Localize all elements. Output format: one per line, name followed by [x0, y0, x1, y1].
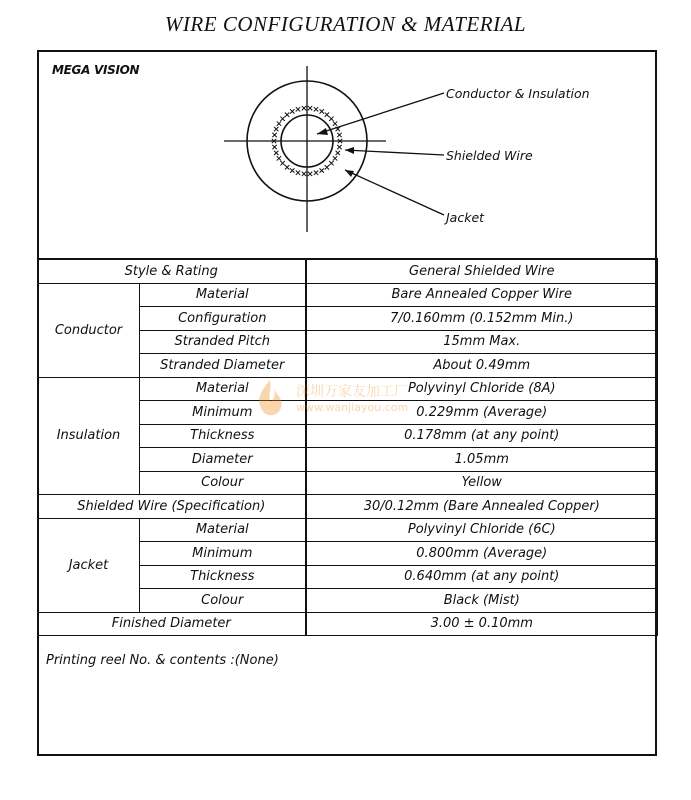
row-value: Polyvinyl Chloride (6C): [306, 518, 658, 542]
item-label: Material: [140, 518, 306, 542]
row-label: Shielded Wire (Specification): [38, 495, 306, 519]
row-label: Style & Rating: [38, 259, 306, 283]
arrowhead-shield: [345, 147, 354, 154]
watermark-company: 深圳万家友加工厂: [296, 384, 408, 400]
item-label: Colour: [140, 589, 306, 613]
table-row: [38, 377, 658, 401]
item-label: Stranded Pitch: [140, 330, 306, 354]
item-label: Diameter: [140, 448, 306, 472]
spec-table: [37, 258, 658, 636]
printing-reel-note: Printing reel No. & contents :(None): [46, 653, 279, 668]
table-row: [38, 259, 658, 283]
group-label-conductor: Conductor: [38, 283, 140, 377]
row-value: 1.05mm: [306, 448, 658, 472]
leader-jacket: [345, 170, 444, 215]
item-label: Material: [140, 283, 306, 307]
callout-conductor-insulation: Conductor & Insulation: [446, 86, 590, 101]
callout-jacket: Jacket: [446, 210, 485, 225]
item-label: Minimum: [140, 542, 306, 566]
item-label: Minimum: [140, 401, 306, 425]
row-value: General Shielded Wire: [306, 259, 658, 283]
item-label: Thickness: [140, 565, 306, 589]
arrowhead-jacket: [345, 170, 354, 177]
arrowhead-conductor: [317, 128, 328, 135]
row-value: Yellow: [306, 471, 658, 495]
row-value: Polyvinyl Chloride (8A): [306, 377, 658, 401]
brand-label: MEGA VISION: [52, 63, 140, 77]
table-row: [38, 495, 658, 519]
table-row: [38, 283, 658, 307]
group-label-insulation: Insulation: [38, 377, 140, 495]
row-value: 7/0.160mm (0.152mm Min.): [306, 307, 658, 331]
item-label: Stranded Diameter: [140, 354, 306, 378]
row-value: Bare Annealed Copper Wire: [306, 283, 658, 307]
item-label: Configuration: [140, 307, 306, 331]
group-label-jacket: Jacket: [38, 518, 140, 612]
item-label: Material: [140, 377, 306, 401]
row-value: Black (Mist): [306, 589, 658, 613]
row-value: 3.00 ± 0.10mm: [306, 612, 658, 636]
document-title: WIRE CONFIGURATION & MATERIAL: [164, 12, 527, 36]
row-value: 30/0.12mm (Bare Annealed Copper): [306, 495, 658, 519]
row-value: 0.178mm (at any point): [306, 424, 658, 448]
row-value: 0.640mm (at any point): [306, 565, 658, 589]
row-value: 15mm Max.: [306, 330, 658, 354]
row-label: Finished Diameter: [38, 612, 306, 636]
row-value: About 0.49mm: [306, 354, 658, 378]
table-row: [38, 518, 658, 542]
row-value: 0.229mm (Average): [306, 401, 658, 425]
table-row: [38, 612, 658, 636]
cable-cross-section-diagram: [220, 62, 460, 242]
item-label: Colour: [140, 471, 306, 495]
watermark-url: www.wanjiayou.com: [296, 401, 409, 414]
item-label: Thickness: [140, 424, 306, 448]
leader-shield: [345, 150, 444, 155]
callout-shielded-wire: Shielded Wire: [446, 148, 533, 163]
row-value: 0.800mm (Average): [306, 542, 658, 566]
